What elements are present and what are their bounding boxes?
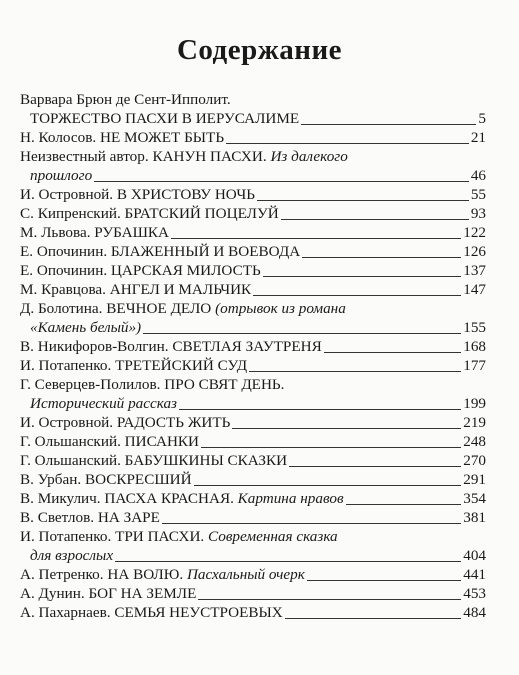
leader-line <box>302 257 461 258</box>
toc-entry[interactable] <box>20 261 486 280</box>
toc-entry-text <box>20 565 305 584</box>
toc-entry-author: Г. Северцев-Полилов. <box>20 376 161 393</box>
toc-entry-author: И. Островной. <box>20 414 114 431</box>
toc-entry-text <box>20 337 322 356</box>
toc-entry-page: 46 <box>470 167 486 184</box>
leader-line <box>194 485 462 486</box>
leader-line <box>285 618 461 619</box>
toc-entry-author: Г. Ольшанский. <box>20 433 121 450</box>
leader-line <box>324 352 462 353</box>
toc-entry[interactable] <box>20 299 486 337</box>
toc-entry-subtitle: Из далекого <box>270 148 348 165</box>
toc-entry-page: 291 <box>463 471 486 488</box>
leader-line <box>115 561 461 562</box>
toc-entry[interactable] <box>20 90 486 128</box>
toc-entry-author: Е. Опочинин. <box>20 262 108 279</box>
leader-line <box>179 409 461 410</box>
toc-entry-text <box>20 470 192 489</box>
leader-line <box>162 523 461 524</box>
toc-entry-subtitle-cont: «Камень белый») <box>30 319 142 336</box>
toc-entry-text <box>20 128 224 147</box>
toc-entry-text <box>20 489 344 508</box>
toc-entry[interactable] <box>20 565 486 584</box>
toc-entry-text <box>20 223 169 242</box>
toc-entry-subtitle: Современная сказка <box>208 528 338 545</box>
leader-line <box>143 333 461 334</box>
toc-entry-page: 484 <box>463 604 486 621</box>
page-title: Содержание <box>176 34 343 66</box>
leader-line <box>263 276 462 277</box>
toc-entry-page: 55 <box>470 186 486 203</box>
toc-entry[interactable] <box>20 147 486 185</box>
toc-entry-subtitle-cont: для взрослых <box>30 547 114 564</box>
toc-entry-subtitle: Картина нравов <box>237 490 344 507</box>
leader-line <box>346 504 462 505</box>
leader-line <box>201 447 461 448</box>
leader-line <box>257 200 469 201</box>
toc-entry-title: ВОСКРЕСШИЙ <box>84 471 192 488</box>
toc-entry-title: БАБУШКИНЫ СКАЗКИ <box>124 452 288 469</box>
toc-entry[interactable] <box>20 470 486 489</box>
toc-entry-author: Е. Опочинин. <box>20 243 108 260</box>
toc-entry-author: Неизвестный автор. <box>20 148 149 165</box>
toc-entry-page: 155 <box>463 319 486 336</box>
toc-entry-title: БРАТСКИЙ ПОЦЕЛУЙ <box>124 205 279 222</box>
toc-entry-title: ЦАРСКАЯ МИЛОСТЬ <box>110 262 261 279</box>
toc-entry[interactable] <box>20 584 486 603</box>
toc-entry[interactable] <box>20 128 486 147</box>
toc-entry[interactable] <box>20 356 486 375</box>
toc-entry-title: СЕМЬЯ НЕУСТРОЕВЫХ <box>114 604 283 621</box>
toc-entry-text <box>20 185 255 204</box>
toc-entry-title: НЕ МОЖЕТ БЫТЬ <box>99 129 225 146</box>
toc-entry-text <box>30 109 299 128</box>
toc-entry[interactable] <box>20 413 486 432</box>
toc-entry-title: БОГ НА ЗЕМЛЕ <box>88 585 197 602</box>
toc-entry-page: 404 <box>463 547 486 564</box>
leader-line <box>249 371 461 372</box>
toc-entry-page: 441 <box>463 566 486 583</box>
toc-entry[interactable] <box>20 375 486 413</box>
leader-line <box>253 295 461 296</box>
toc-entry-page: 137 <box>463 262 486 279</box>
toc-entry-title: НА ВОЛЮ. <box>107 566 184 583</box>
toc-entry-page: 93 <box>470 205 486 222</box>
toc-entry-author: С. Кипренский. <box>20 205 121 222</box>
toc-entry[interactable] <box>20 337 486 356</box>
toc-entry-text <box>20 261 261 280</box>
toc-entry-author: Н. Колосов. <box>20 129 97 146</box>
toc-entry-title: ПРО СВЯТ ДЕНЬ. <box>164 376 285 393</box>
toc-entry-text <box>20 603 283 622</box>
toc-entry-author: А. Пахарнаев. <box>20 604 111 621</box>
toc-entry-author: Д. Болотина. <box>20 300 103 317</box>
toc-entry-page: 199 <box>463 395 486 412</box>
toc-entry[interactable] <box>20 185 486 204</box>
toc-entry-page: 5 <box>478 110 486 127</box>
toc-entry-text <box>20 356 247 375</box>
toc-entry[interactable] <box>20 489 486 508</box>
toc-entry-author: Варвара Брюн де Сент-Ипполит. <box>20 91 231 108</box>
toc-entry-text <box>20 432 199 451</box>
toc-entry-title: ТРЕТЕЙСКИЙ СУД <box>115 357 248 374</box>
toc-entry-page: 270 <box>463 452 486 469</box>
toc-entry-title: ТОРЖЕСТВО ПАСХИ В ИЕРУСАЛИМЕ <box>30 110 300 127</box>
toc-entry-author: И. Островной. <box>20 186 114 203</box>
toc-entry-page: 248 <box>463 433 486 450</box>
toc-entry-title: ТРИ ПАСХИ. <box>115 528 205 545</box>
toc-entry[interactable] <box>20 603 486 622</box>
toc-entry-title: РУБАШКА <box>94 224 170 241</box>
toc-entry-subtitle-cont: прошлого <box>30 167 93 184</box>
toc-entry-page: 126 <box>463 243 486 260</box>
toc-entry-page: 177 <box>463 357 486 374</box>
toc-entry-author: И. Потапенко. <box>20 357 112 374</box>
toc-entry-text <box>20 508 160 527</box>
toc-entry-author: А. Петренко. <box>20 566 104 583</box>
toc-entry-page: 147 <box>463 281 486 298</box>
toc-entry-title: В ХРИСТОВУ НОЧЬ <box>116 186 255 203</box>
toc-entry-page: 168 <box>463 338 486 355</box>
toc-entry-author: Г. Ольшанский. <box>20 452 121 469</box>
toc-entry-author: И. Потапенко. <box>20 528 112 545</box>
toc-entry-text <box>20 584 196 603</box>
toc-entry-title: ВЕЧНОЕ ДЕЛО <box>106 300 212 317</box>
toc-entry[interactable] <box>20 527 486 565</box>
toc-entry-author: В. Микулич. <box>20 490 101 507</box>
leader-line <box>281 219 469 220</box>
toc-entry-page: 21 <box>470 129 486 146</box>
toc-entry-text <box>20 242 300 261</box>
leader-line <box>301 124 476 125</box>
toc-entry-title: НА ЗАРЕ <box>97 509 160 526</box>
toc-entry-title: ПИСАНКИ <box>124 433 200 450</box>
toc-entry[interactable] <box>20 508 486 527</box>
toc-entry-author: А. Дунин. <box>20 585 85 602</box>
leader-line <box>289 466 461 467</box>
leader-line <box>198 599 461 600</box>
toc-entry-page: 354 <box>463 490 486 507</box>
toc-entry-title: БЛАЖЕННЫЙ И ВОЕВОДА <box>110 243 301 260</box>
toc-entry-title: АНГЕЛ И МАЛЬЧИК <box>109 281 252 298</box>
toc-entry[interactable] <box>20 432 486 451</box>
toc-entry-text <box>20 280 251 299</box>
toc-entry-page: 381 <box>463 509 486 526</box>
toc-entry[interactable] <box>20 242 486 261</box>
toc-entry-page: 219 <box>463 414 486 431</box>
toc-entry-page: 122 <box>463 224 486 241</box>
toc-entry[interactable] <box>20 204 486 223</box>
toc-entry-text <box>20 413 230 432</box>
toc-entry-subtitle-cont: Исторический рассказ <box>30 395 177 412</box>
toc-entry-subtitle: (отрывок из романа <box>215 300 346 317</box>
leader-line <box>232 428 461 429</box>
toc-entry-text <box>20 451 287 470</box>
toc-entry-title: СВЕТЛАЯ ЗАУТРЕНЯ <box>172 338 322 355</box>
leader-line <box>307 580 461 581</box>
toc-entry-author: В. Никифоров-Волгин. <box>20 338 169 355</box>
toc-entry-author: В. Светлов. <box>20 509 95 526</box>
leader-line <box>171 238 461 239</box>
toc-entry-title: КАНУН ПАСХИ. <box>152 148 267 165</box>
leader-line <box>226 143 469 144</box>
toc-entry-subtitle: Пасхальный очерк <box>186 566 305 583</box>
toc-entry-page: 453 <box>463 585 486 602</box>
toc-entry-text <box>20 204 279 223</box>
toc-entry-author: М. Львова. <box>20 224 91 241</box>
toc-entry-title: РАДОСТЬ ЖИТЬ <box>116 414 231 431</box>
toc-entry-title: ПАСХА КРАСНАЯ. <box>104 490 234 507</box>
toc-entry[interactable] <box>20 223 486 242</box>
leader-line <box>94 181 469 182</box>
toc-entry[interactable] <box>20 451 486 470</box>
toc-entry[interactable] <box>20 280 486 299</box>
toc-entry-author: В. Урбан. <box>20 471 82 488</box>
toc-entry-author: М. Кравцова. <box>20 281 106 298</box>
